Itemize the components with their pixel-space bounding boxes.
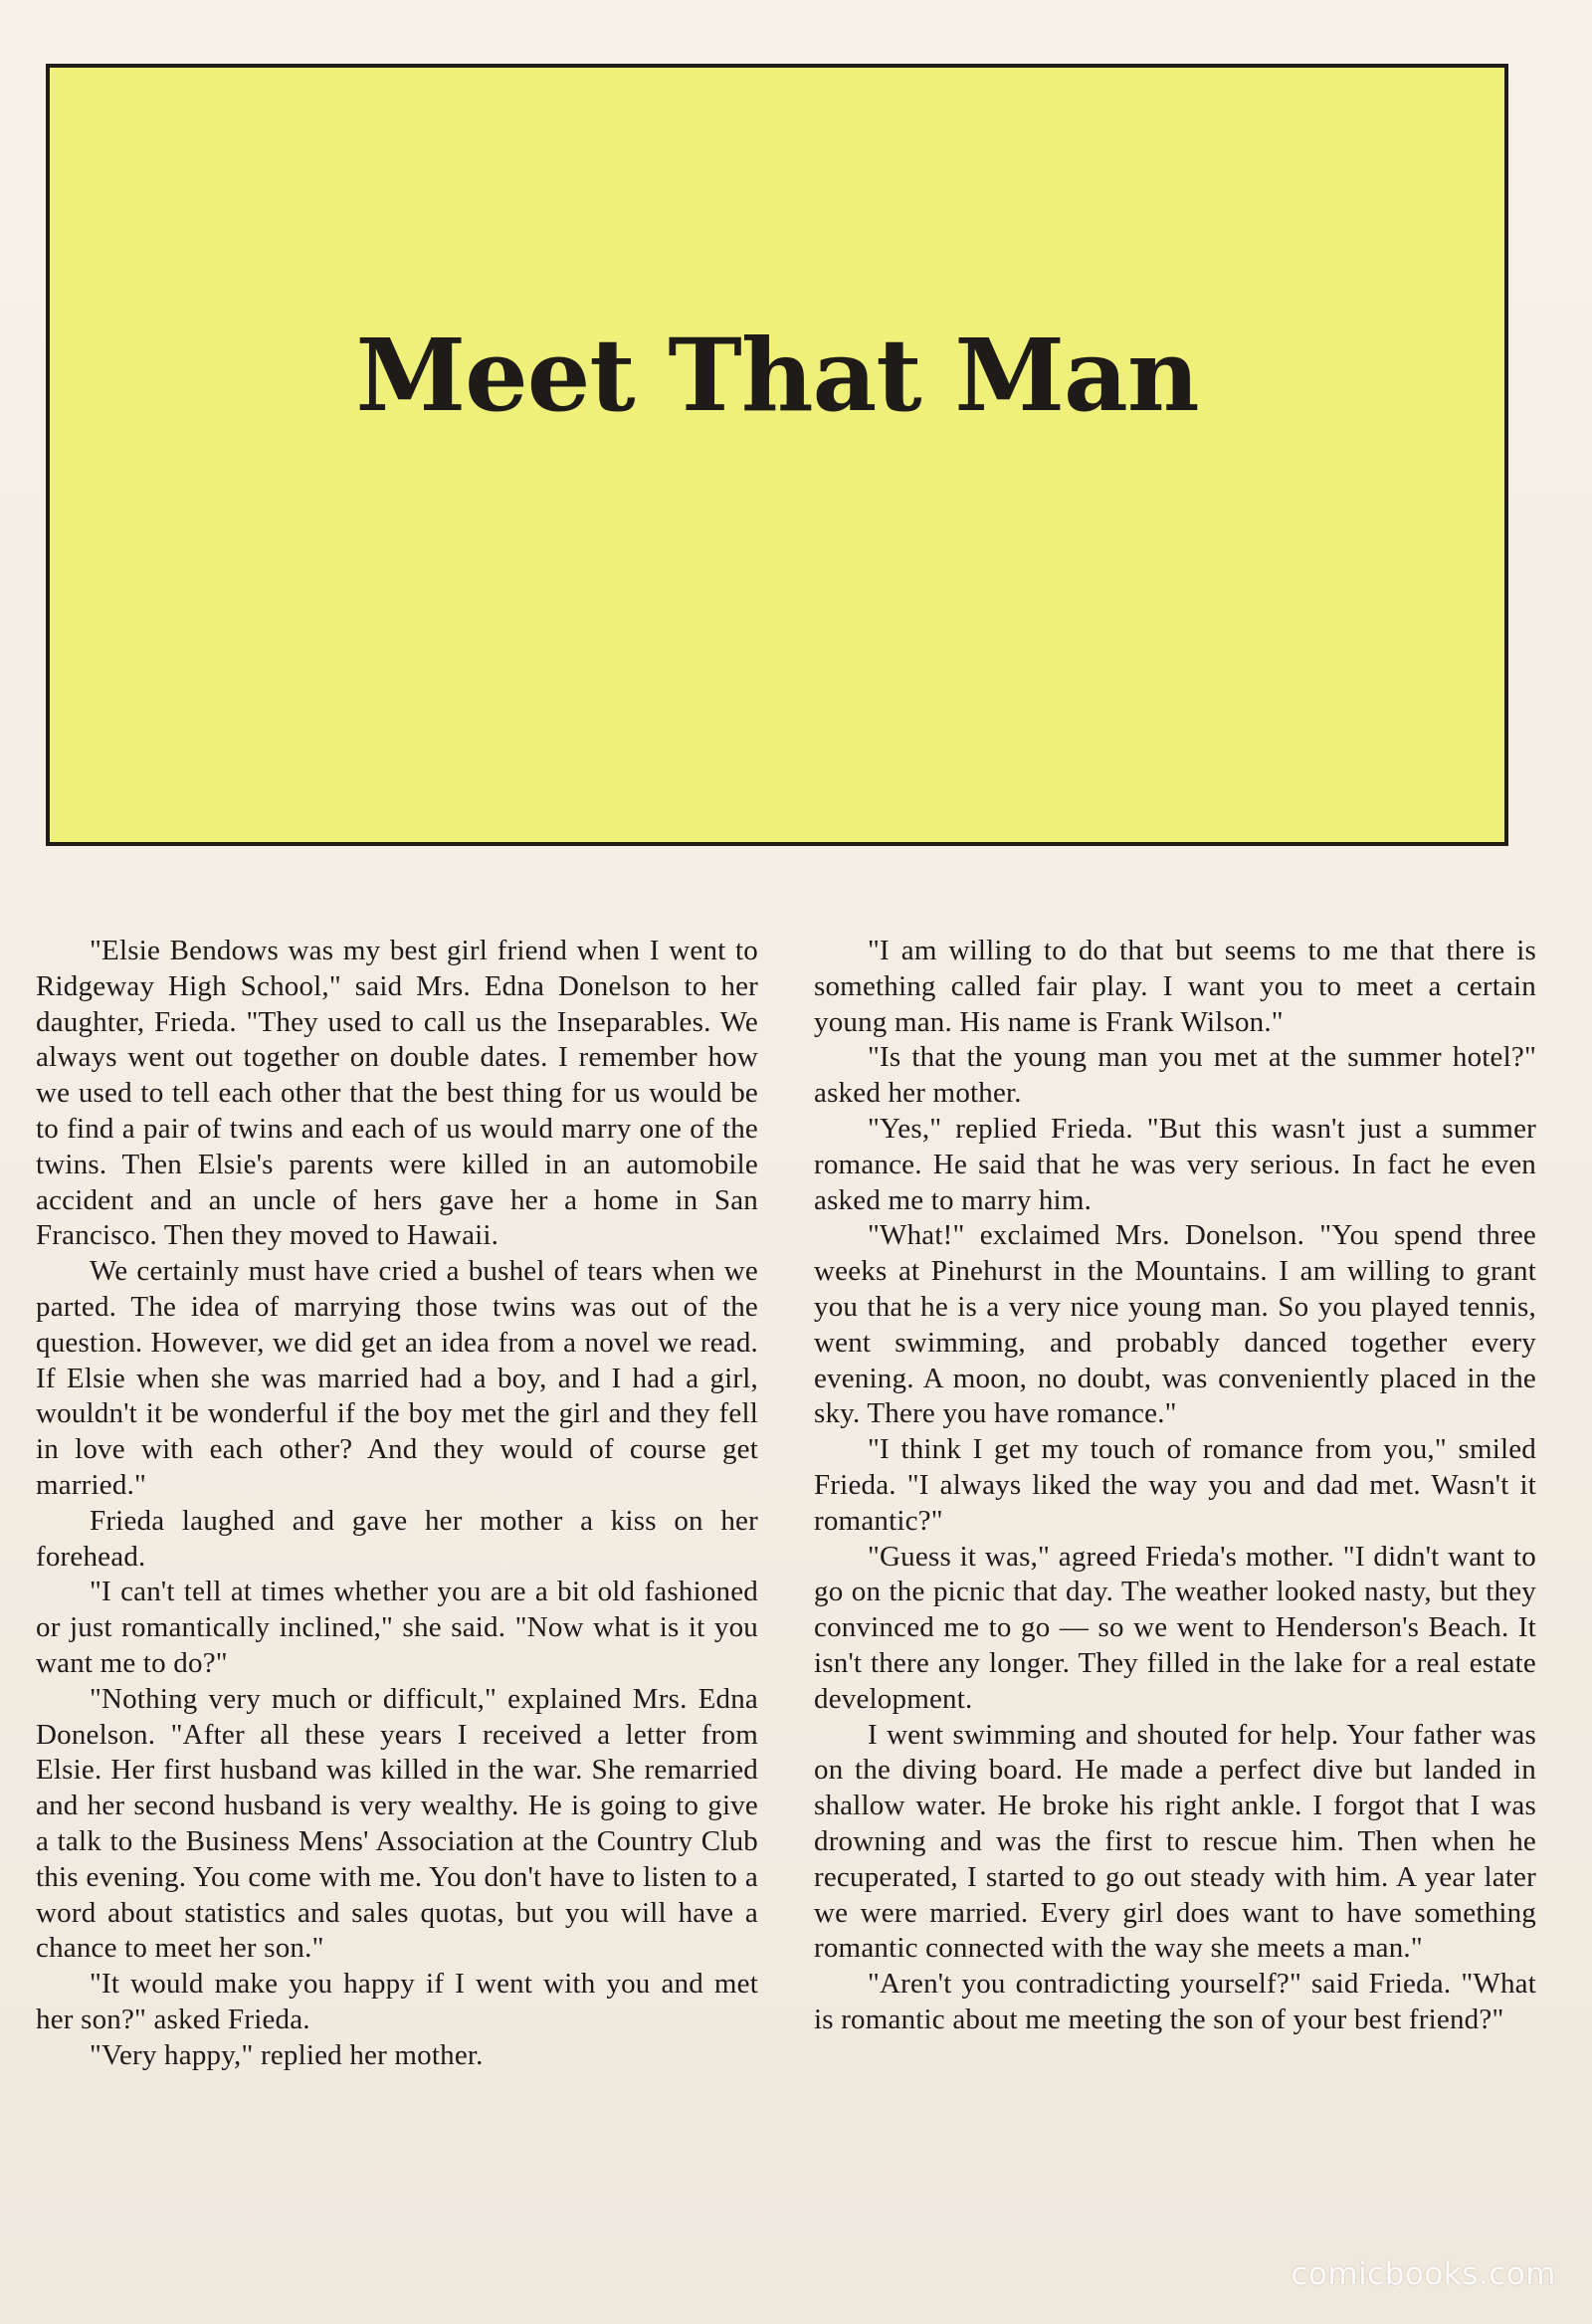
- paragraph: "Aren't you contradicting yourself?" said Frieda. "What is romantic about me meeting the son of your best friend?": [814, 1968, 1536, 2035]
- paragraph: I went swimming and shouted for help. Your father was on the diving board. He made a perfect dive but landed in shallow water. He broke his right ankle. I forgot that I was drowning and was the first to rescue him. Then when he recuperated, I started to go out steady with him. A year later we were married. Every girl does want to have something romantic connected with the way she meets a man.": [814, 1718, 1536, 1965]
- paragraph: We certainly must have cried a bushel of tears when we parted. The idea of marrying those twins was out of the question. However, we did get an idea from a novel we read. If Elsie when she was married had a boy, and I had a girl, wouldn't it be wonderful if the boy met the girl and they fell in love with each other? And they would of course get married.": [36, 1255, 758, 1501]
- left-column: [36, 934, 758, 2074]
- paragraph: "I am willing to do that but seems to me that there is something called fair play. I want you to meet a certain young man. His name is Frank Wilson.": [814, 935, 1536, 1038]
- paragraph: "I think I get my touch of romance from you," smiled Frieda. "I always liked the way you and dad met. Wasn't it romantic?": [814, 1433, 1536, 1537]
- paragraph: "It would make you happy if I went with you and met her son?" asked Frieda.: [36, 1968, 758, 2035]
- paragraph: "Is that the young man you met at the summer hotel?" asked her mother.: [814, 1041, 1536, 1110]
- paragraph: "Yes," replied Frieda. "But this wasn't just a summer romance. He said that he was very serious. In fact he even asked me to marry him.: [814, 1112, 1536, 1216]
- paragraph: Frieda laughed and gave her mother a kiss on her forehead.: [36, 1504, 758, 1573]
- paragraph: "Nothing very much or difficult," explained Mrs. Edna Donelson. "After all these years I received a letter from Elsie. Her first husband was killed in the war. She remarried and her second husband is very wealthy. He is going to give a talk to the Business Mens' Association at the Country Club this evening. You come with me. You don't have to listen to a word about statistics and sales quotas, but you will have a chance to meet her son.": [36, 1682, 758, 1965]
- title-panel: [46, 64, 1508, 846]
- paragraph: "I can't tell at times whether you are a bit old fashioned or just romantically inclined," she said. "Now what is it you want me to do?": [36, 1576, 758, 1679]
- right-column: [814, 934, 1536, 2038]
- paragraph: "What!" exclaimed Mrs. Donelson. "You spend three weeks at Pinehurst in the Mountains. I am willing to grant you that he is a very nice young man. So you played tennis, went swimming, and probably danced together every evening. A moon, no doubt, was conveniently placed in the sky. There you have romance.": [814, 1219, 1536, 1430]
- paragraph: "Guess it was," agreed Frieda's mother. "I didn't want to go on the picnic that day. The weather looked nasty, but they convinced me to go — so we went to Henderson's Beach. It isn't there any longer. They filled in the lake for a real estate development.: [814, 1540, 1536, 1715]
- story-body: [36, 934, 1556, 2227]
- paragraph: "Very happy," replied her mother.: [90, 2038, 484, 2071]
- story-title: Meet That Man: [355, 317, 1199, 434]
- site-watermark: comicbooks.com: [1291, 2256, 1556, 2292]
- paragraph: "Elsie Bendows was my best girl friend when I went to Ridgeway High School," said Mrs. Edna Donelson to her daughter, Frieda. "They used to call us the Inseparables. We always went out together on double dates. I remember how we used to tell each other that the best thing for us would be to find a pair of twins and each of us would marry one of the twins. Then Elsie's parents were killed in an automobile accident and an uncle of hers gave her a home in San Francisco. Then they moved to Hawaii.: [36, 935, 758, 1252]
